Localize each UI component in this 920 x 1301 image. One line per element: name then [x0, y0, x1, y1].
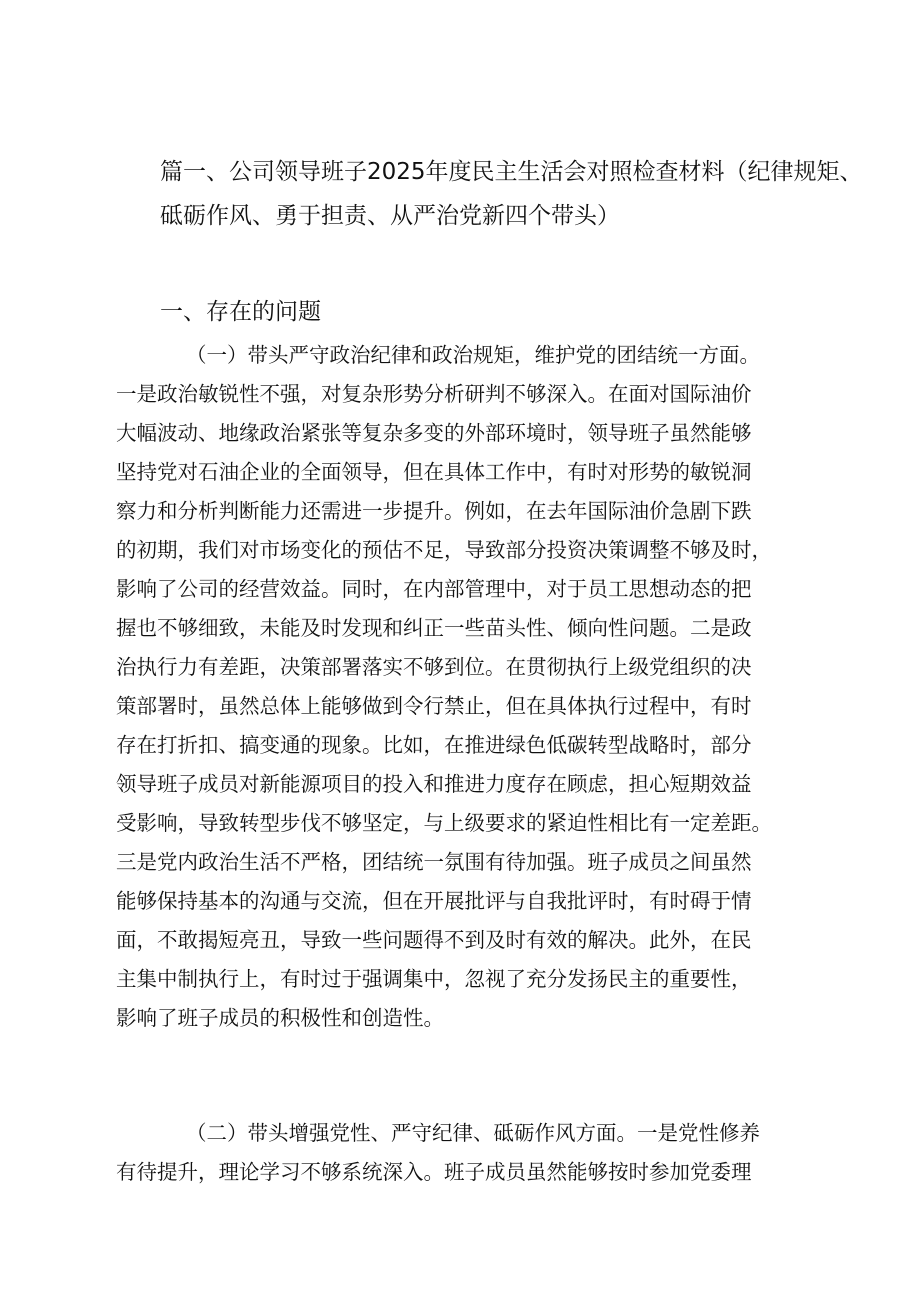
paragraph-line: 影响了公司的经营效益。同时，在内部管理中，对于员工思想动态的把 — [116, 577, 752, 601]
paragraph-line: 坚持党对石油企业的全面领导，但在具体工作中，有时对形势的敏锐洞 — [116, 460, 752, 484]
paragraph-line: 存在打折扣、搞变通的现象。比如，在推进绿色低碳转型战略时，部分 — [116, 733, 752, 757]
document-title — [160, 150, 863, 238]
paragraph-line: 面，不敢揭短亮丑，导致一些问题得不到及时有效的解决。此外，在民 — [116, 928, 752, 952]
paragraph-line: 策部署时，虽然总体上能够做到令行禁止，但在具体执行过程中，有时 — [116, 694, 752, 718]
paragraph-line: 治执行力有差距，决策部署落实不够到位。在贯彻执行上级党组织的决 — [116, 655, 752, 679]
paragraph-line: （一）带头严守政治纪律和政治规矩，维护党的团结统一方面。 — [186, 343, 760, 367]
paragraph-political-discipline — [116, 336, 836, 1038]
title-line: 篇一、公司领导班子2025年度民主生活会对照检查材料（纪律规矩、 — [160, 159, 863, 185]
paragraph-line: 有待提升，理论学习不够系统深入。班子成员虽然能够按时参加党委理 — [116, 1160, 752, 1184]
paragraph-line: 影响了班子成员的积极性和创造性。 — [116, 1006, 444, 1030]
paragraph-line: 受影响，导致转型步伐不够坚定，与上级要求的紧迫性相比有一定差距。 — [116, 811, 772, 835]
paragraph-line: 主集中制执行上，有时过于强调集中，忽视了充分发扬民主的重要性， — [116, 967, 752, 991]
paragraph-line: 领导班子成员对新能源项目的投入和推进力度存在顾虑，担心短期效益 — [116, 772, 752, 796]
paragraph-line: 握也不够细致，未能及时发现和纠正一些苗头性、倾向性问题。二是政 — [116, 616, 752, 640]
section-heading: 一、存在的问题 — [160, 299, 321, 325]
paragraph-line: 大幅波动、地缘政治紧张等复杂多变的外部环境时，领导班子虽然能够 — [116, 421, 752, 445]
title-line: 砥砺作风、勇于担责、从严治党新四个带头） — [160, 203, 620, 229]
paragraph-line: 的初期，我们对市场变化的预估不足，导致部分投资决策调整不够及时， — [116, 538, 772, 562]
paragraph-line: 能够保持基本的沟通与交流，但在开展批评与自我批评时，有时碍于情 — [116, 889, 752, 913]
paragraph-line: 三是党内政治生活不严格，团结统一氛围有待加强。班子成员之间虽然 — [116, 850, 752, 874]
paragraph-line: （二）带头增强党性、严守纪律、砥砺作风方面。一是党性修养 — [186, 1121, 760, 1145]
paragraph-party-spirit — [116, 1114, 836, 1192]
paragraph-line: 察力和分析判断能力还需进一步提升。例如，在去年国际油价急剧下跌 — [116, 499, 752, 523]
paragraph-line: 一是政治敏锐性不强，对复杂形势分析研判不够深入。在面对国际油价 — [116, 382, 752, 406]
